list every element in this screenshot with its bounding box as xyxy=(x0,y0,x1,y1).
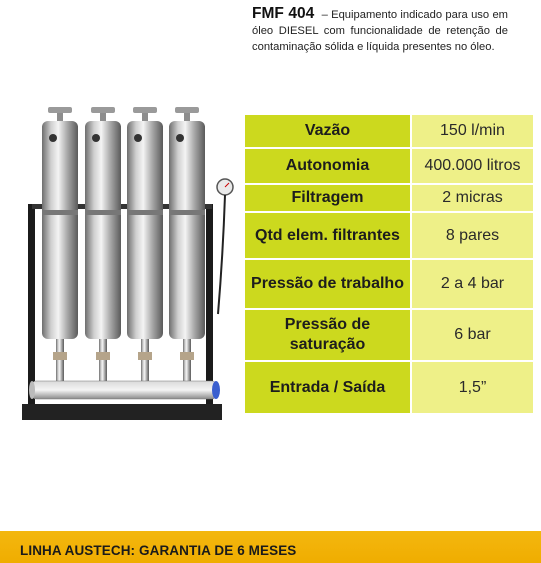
product-photo xyxy=(18,104,234,426)
manifold-pipe xyxy=(29,381,220,399)
footer-text: LINHA AUSTECH: GARANTIA DE 6 MESES xyxy=(20,543,297,558)
footer-bar xyxy=(0,531,541,563)
filter-cylinders xyxy=(42,107,205,381)
spec-label: Filtragem xyxy=(244,184,411,212)
spec-row xyxy=(244,184,534,212)
spec-value: 8 pares xyxy=(411,212,534,259)
spec-label: Pressão de saturação xyxy=(244,309,411,361)
spec-label: Vazão xyxy=(244,114,411,148)
spec-row xyxy=(244,361,534,414)
spec-row xyxy=(244,259,534,309)
spec-label: Entrada / Saída xyxy=(244,361,411,414)
spec-row xyxy=(244,309,534,361)
spec-label: Qtd elem. filtrantes xyxy=(244,212,411,259)
spec-value: 2 a 4 bar xyxy=(411,259,534,309)
specs-table xyxy=(243,113,535,415)
spec-label: Pressão de trabalho xyxy=(244,259,411,309)
spec-value: 400.000 litros xyxy=(411,148,534,184)
spec-row xyxy=(244,114,534,148)
product-description xyxy=(252,6,508,55)
spec-row xyxy=(244,212,534,259)
spec-value: 150 l/min xyxy=(411,114,534,148)
spec-value: 6 bar xyxy=(411,309,534,361)
spec-row xyxy=(244,148,534,184)
description-text: – Equipamento indicado para uso em óleo DIESEL com funcionalidade de retenção de contaminação sólida e líquida presentes no óleo. xyxy=(252,9,508,53)
spec-value: 2 micras xyxy=(411,184,534,212)
model-name: FMF 404 xyxy=(252,5,315,22)
pressure-gauge-icon xyxy=(217,179,233,314)
spec-value: 1,5” xyxy=(411,361,534,414)
spec-label: Autonomia xyxy=(244,148,411,184)
